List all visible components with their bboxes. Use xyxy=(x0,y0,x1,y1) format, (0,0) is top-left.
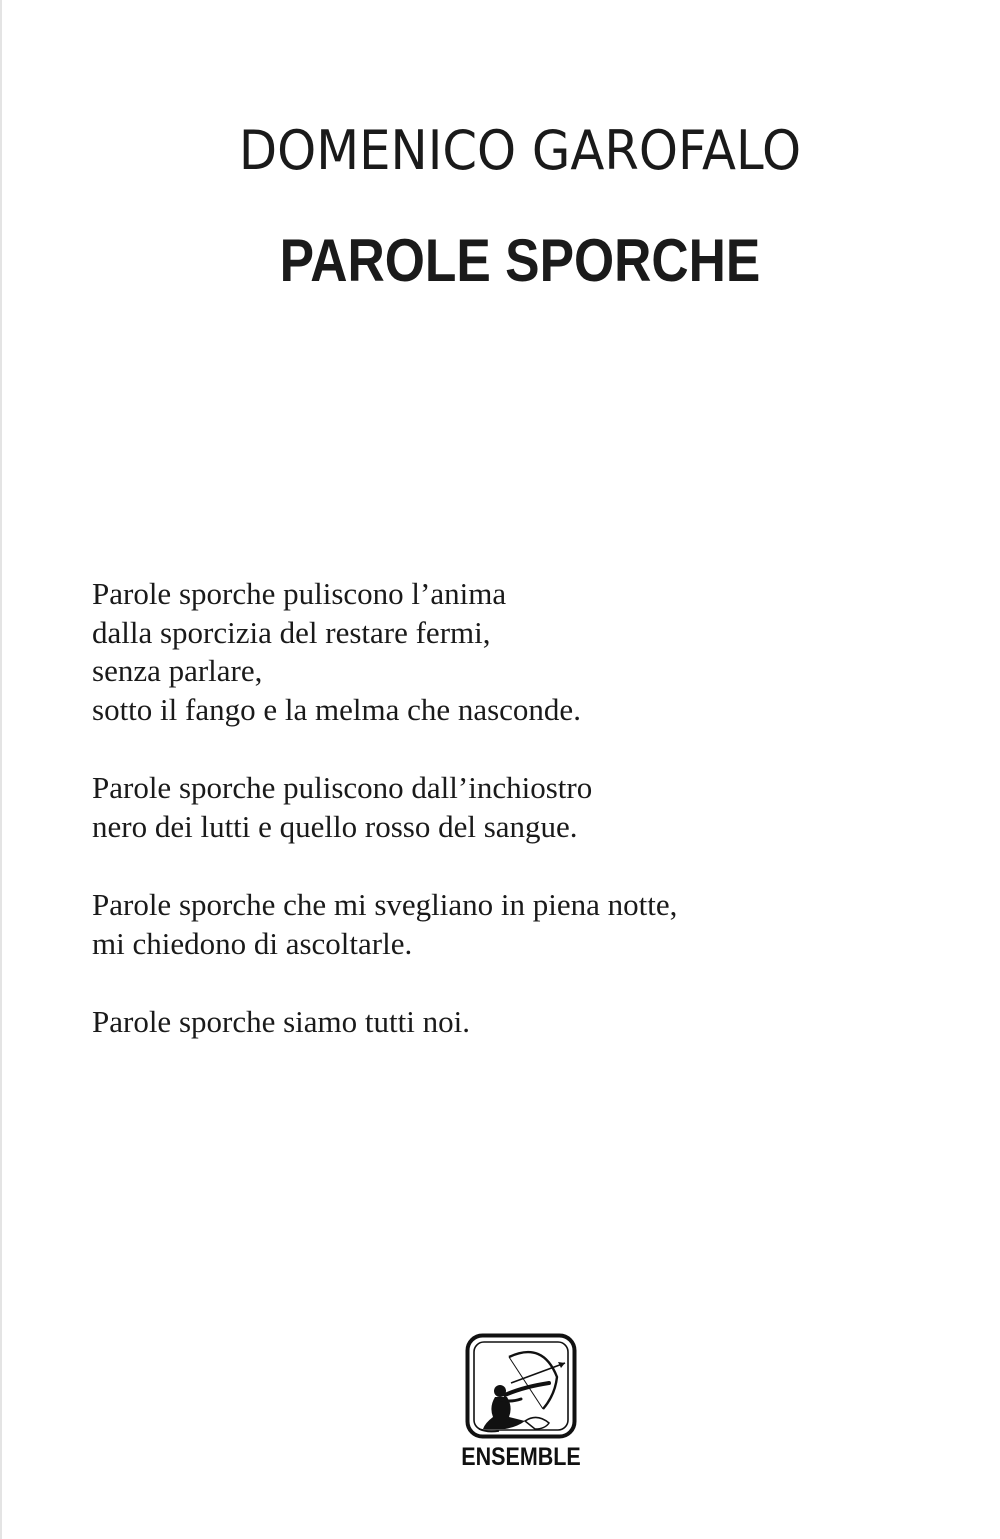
poem-line: Parole sporche puliscono l’anima xyxy=(92,576,507,611)
poem-line: Parole sporche siamo tutti noi. xyxy=(92,1004,470,1039)
stanza xyxy=(92,1003,912,1042)
poem-line: Parole sporche puliscono dall’inchiostro xyxy=(92,770,593,805)
book-title: PAROLE SPORCHE xyxy=(279,226,761,294)
archer-logo-icon xyxy=(465,1333,577,1439)
poem-line: nero dei lutti e quello rosso del sangue. xyxy=(92,808,578,844)
stanza xyxy=(92,769,912,846)
poem-line: sotto il fango e la melma che nasconde. xyxy=(92,691,581,727)
poem-line: senza parlare, xyxy=(92,653,263,688)
poem xyxy=(92,575,912,1082)
author-name: DOMENICO GAROFALO xyxy=(238,119,802,183)
page-edge xyxy=(0,0,2,1539)
stanza xyxy=(92,575,912,729)
poem-line: mi chiedono di ascoltarle. xyxy=(92,925,413,961)
publisher-name: ENSEMBLE xyxy=(461,1443,581,1471)
poem-line: dalla sporcizia del restare fermi, xyxy=(92,614,491,650)
stanza xyxy=(92,886,912,963)
poem-line: Parole sporche che mi svegliano in piena notte, xyxy=(92,887,678,922)
